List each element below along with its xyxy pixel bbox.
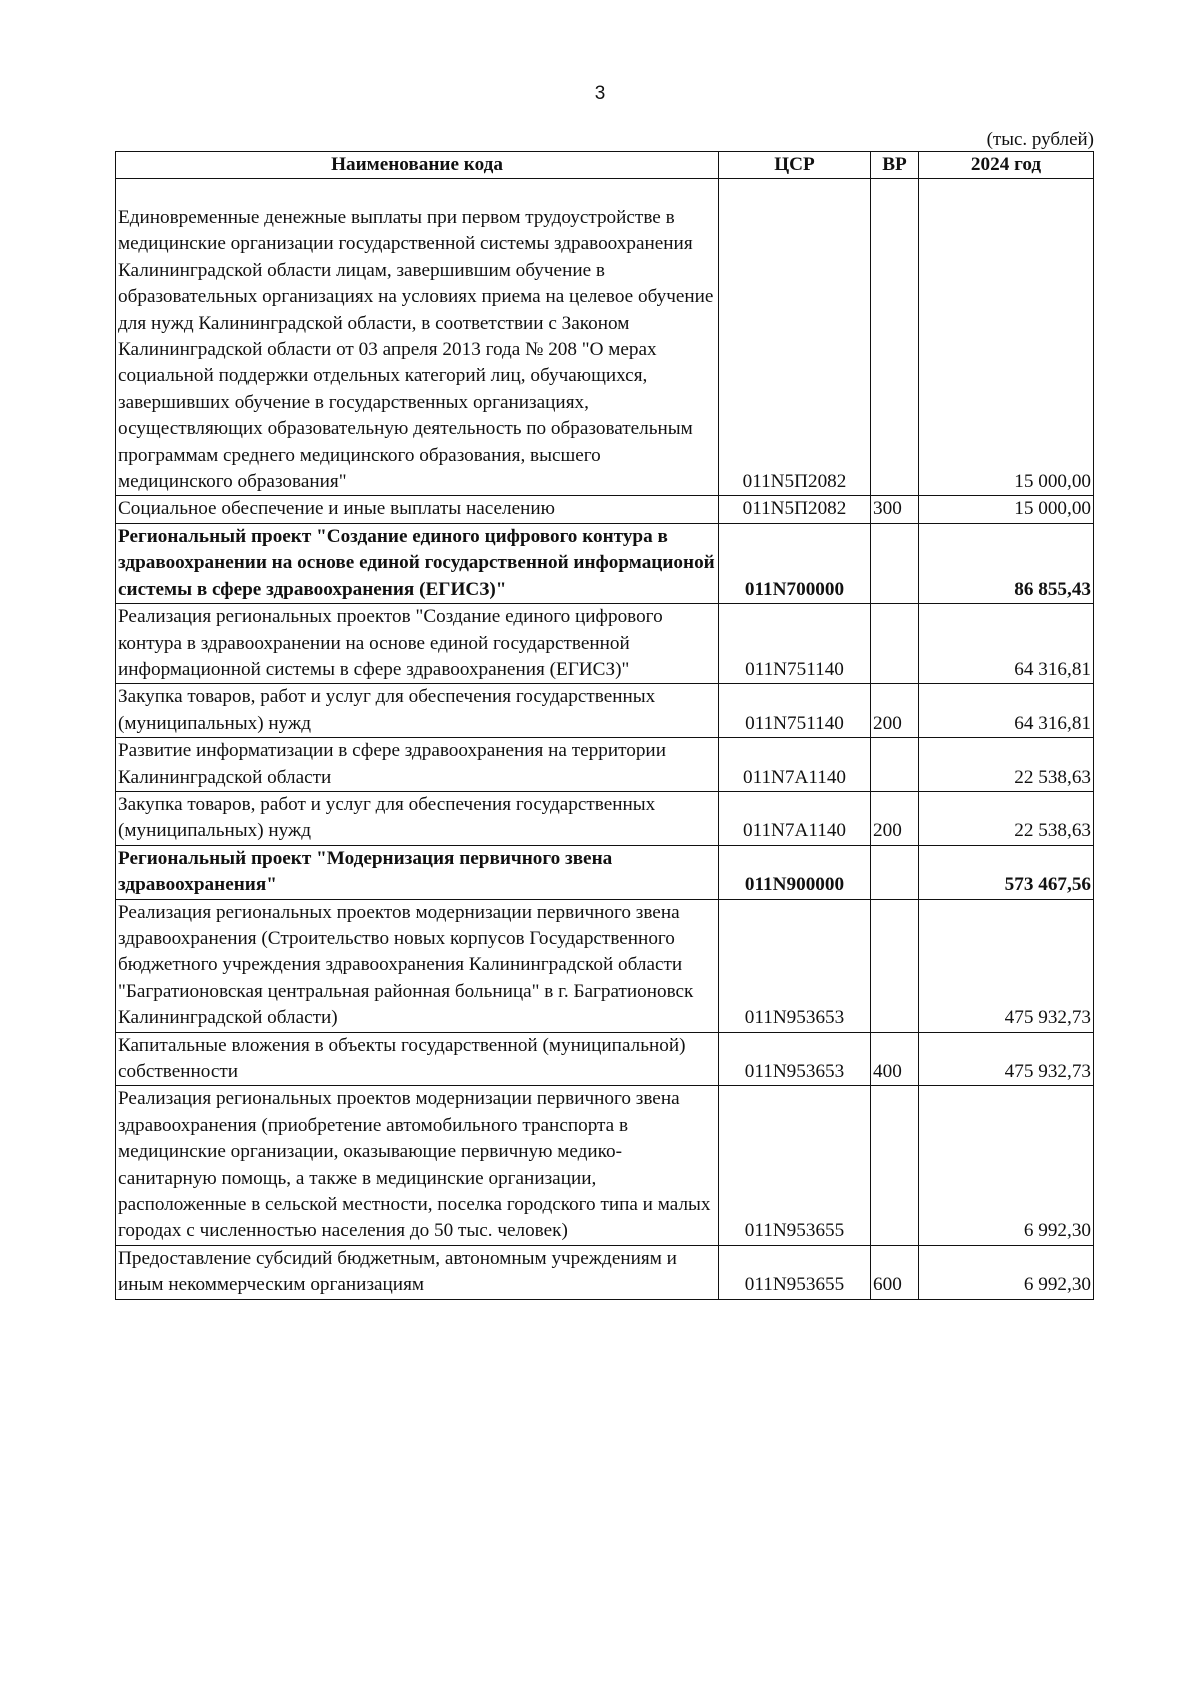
row-vr <box>871 845 919 899</box>
table-row <box>116 899 1094 1032</box>
units-label: (тыс. рублей) <box>986 129 1094 150</box>
table-row <box>116 684 1094 738</box>
row-name: Закупка товаров, работ и услуг для обеспечения государственных (муниципальных) нужд <box>116 684 719 738</box>
row-name: Предоставление субсидий бюджетным, автономным учреждениям и иным некоммерческим организациям <box>116 1245 719 1299</box>
row-name: Региональный проект "Создание единого цифрового контура в здравоохранении на основе единой государственной информационой системы в сфере здравоохранения (ЕГИСЗ)" <box>116 523 719 603</box>
row-sum: 6 992,30 <box>919 1086 1094 1245</box>
row-sum: 22 538,63 <box>919 791 1094 845</box>
row-csr: 011N5П2082 <box>719 496 871 523</box>
row-csr: 011N953653 <box>719 1032 871 1086</box>
row-sum: 22 538,63 <box>919 738 1094 792</box>
row-name: Развитие информатизации в сфере здравоохранения на территории Калининградской области <box>116 738 719 792</box>
header-csr: ЦСР <box>719 152 871 179</box>
header-year: 2024 год <box>919 152 1094 179</box>
row-csr: 011N751140 <box>719 684 871 738</box>
row-vr <box>871 523 919 603</box>
table-row-project <box>116 523 1094 603</box>
row-name: Региональный проект "Модернизация первичного звена здравоохранения" <box>116 845 719 899</box>
row-vr: 200 <box>871 684 919 738</box>
row-name: Закупка товаров, работ и услуг для обеспечения государственных (муниципальных) нужд <box>116 791 719 845</box>
budget-table <box>115 151 1094 1300</box>
row-csr: 011N7A1140 <box>719 738 871 792</box>
row-vr <box>871 179 919 496</box>
table-row <box>116 1245 1094 1299</box>
header-vr: ВР <box>871 152 919 179</box>
row-sum: 15 000,00 <box>919 179 1094 496</box>
row-name: Реализация региональных проектов "Создание единого цифрового контура в здравоохранении на основе единой государственной информационной системы в сфере здравоохранения (ЕГИСЗ)" <box>116 604 719 684</box>
row-name: Реализация региональных проектов модернизации первичного звена здравоохранения (Строительство новых корпусов Государственного бюджетного учреждения здравоохранения Калининградской области "Багратионовская центральная районная больница" в г. Багратионовск Калининградской области) <box>116 899 719 1032</box>
table-row <box>116 496 1094 523</box>
row-sum: 475 932,73 <box>919 899 1094 1032</box>
row-csr: 011N900000 <box>719 845 871 899</box>
table-row <box>116 738 1094 792</box>
row-sum: 6 992,30 <box>919 1245 1094 1299</box>
row-csr: 011N751140 <box>719 604 871 684</box>
row-sum: 86 855,43 <box>919 523 1094 603</box>
row-vr: 600 <box>871 1245 919 1299</box>
row-sum: 573 467,56 <box>919 845 1094 899</box>
header-row <box>116 152 1094 179</box>
row-sum: 64 316,81 <box>919 684 1094 738</box>
row-vr: 200 <box>871 791 919 845</box>
header-name: Наименование кода <box>116 152 719 179</box>
page-number: 3 <box>594 83 606 104</box>
row-csr: 011N5П2082 <box>719 179 871 496</box>
row-vr <box>871 738 919 792</box>
row-sum: 64 316,81 <box>919 604 1094 684</box>
row-sum: 475 932,73 <box>919 1032 1094 1086</box>
row-sum: 15 000,00 <box>919 496 1094 523</box>
row-vr: 300 <box>871 496 919 523</box>
table-row <box>116 604 1094 684</box>
table-row <box>116 179 1094 496</box>
row-vr <box>871 899 919 1032</box>
row-csr: 011N953655 <box>719 1245 871 1299</box>
row-name: Капитальные вложения в объекты государственной (муниципальной) собственности <box>116 1032 719 1086</box>
row-csr: 011N953653 <box>719 899 871 1032</box>
row-name: Единовременные денежные выплаты при первом трудоустройстве в медицинские организации государственной системы здравоохранения Калининградской области лицам, завершившим обучение в образовательных организациях на условиях приема на целевое обучение для нужд Калининградской области, в соответствии с Законом Калининградской области от 03 апреля 2013 года № 208 "О мерах социальной поддержки отдельных категорий лиц, обучающихся, завершивших обучение в государственных организациях, осуществляющих образовательную деятельность по образовательным программам среднего медицинского образования, высшего медицинского образования" <box>116 179 719 496</box>
row-vr: 400 <box>871 1032 919 1086</box>
table-row <box>116 791 1094 845</box>
row-csr: 011N700000 <box>719 523 871 603</box>
row-vr <box>871 604 919 684</box>
table-row <box>116 1086 1094 1245</box>
row-csr: 011N7A1140 <box>719 791 871 845</box>
row-name: Социальное обеспечение и иные выплаты населению <box>116 496 719 523</box>
table-row <box>116 1032 1094 1086</box>
table-row-project <box>116 845 1094 899</box>
row-vr <box>871 1086 919 1245</box>
row-name: Реализация региональных проектов модернизации первичного звена здравоохранения (приобретение автомобильного транспорта в медицинские организации, оказывающие первичную медико-санитарную помощь, а также в медицинские организации, расположенные в сельской местности, поселка городского типа и малых городах с численностью населения до 50 тыс. человек) <box>116 1086 719 1245</box>
row-csr: 011N953655 <box>719 1086 871 1245</box>
